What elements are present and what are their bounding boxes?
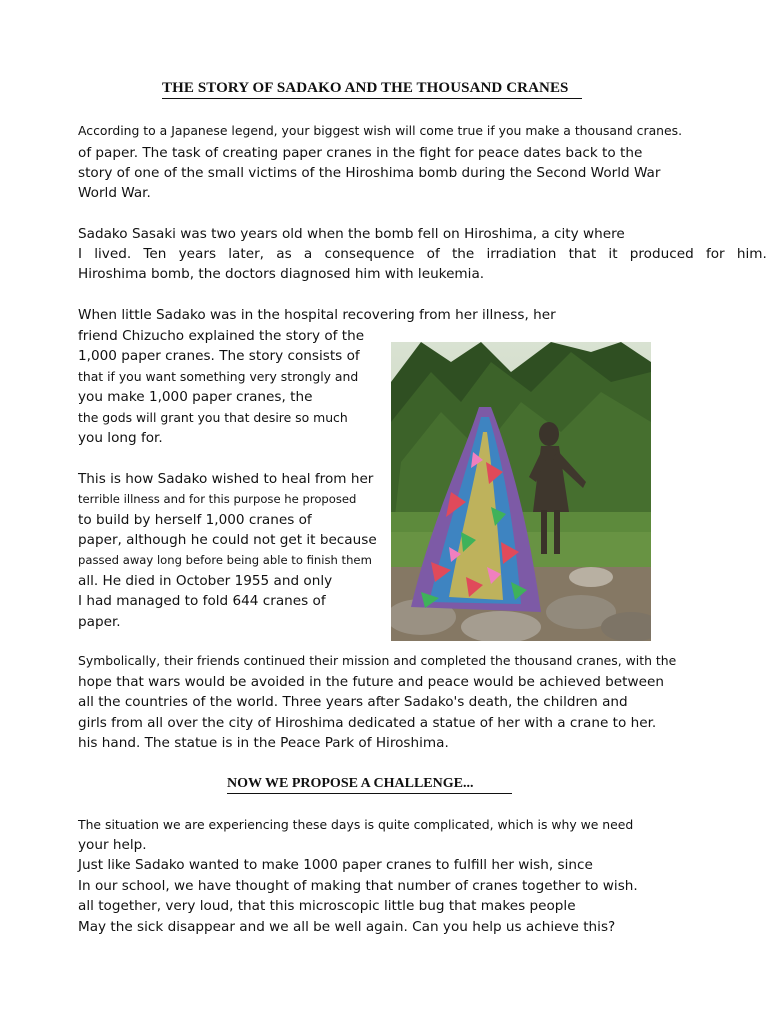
- para6-line-6: May the sick disappear and we all be well again. Can you help us achieve this?: [78, 919, 616, 935]
- para2-line-2: [78, 244, 767, 264]
- para3-line-7: you long for.: [78, 430, 163, 446]
- intro-line-2: of paper. The task of creating paper cranes in the fight for peace dates back to the: [78, 145, 643, 161]
- para6-line-5: all together, very loud, that this microscopic little bug that makes people: [78, 898, 576, 914]
- justified-word: of: [426, 246, 440, 262]
- statue-illustration: [391, 342, 651, 641]
- justified-word: consequence: [324, 246, 415, 262]
- para5-line-5: his hand. The statue is in the Peace Park of Hiroshima.: [78, 735, 449, 751]
- para2-line-3: Hiroshima bomb, the doctors diagnosed him with leukemia.: [78, 266, 485, 282]
- sadako-statue-photo: [391, 342, 651, 641]
- justified-word: I: [78, 246, 83, 262]
- justified-word: a: [303, 246, 313, 262]
- para3-line-3: 1,000 paper cranes. The story consists of: [78, 348, 360, 364]
- intro-line-3: story of one of the small victims of the Hiroshima bomb during the Second World War: [78, 165, 661, 181]
- para4-line-6: all. He died in October 1955 and only: [78, 573, 333, 589]
- para5-line-3: all the countries of the world. Three years after Sadako's death, the children and: [78, 694, 628, 710]
- justified-word: that: [568, 246, 597, 262]
- para3-line-4: that if you want something very strongly and: [78, 369, 359, 384]
- para4-line-2: terrible illness and for this purpose he proposed: [78, 492, 357, 506]
- para2-line-1: Sadako Sasaki was two years old when the bomb fell on Hiroshima, a city where: [78, 226, 625, 242]
- justified-word: irradiation: [486, 246, 557, 262]
- para5-line-2: hope that wars would be avoided in the future and peace would be achieved between: [78, 674, 664, 690]
- para3-line-5: you make 1,000 paper cranes, the: [78, 389, 313, 405]
- justified-word: as: [276, 246, 292, 262]
- para3-line-1: When little Sadako was in the hospital recovering from her illness, her: [78, 307, 556, 323]
- para3-line-2: friend Chizucho explained the story of the: [78, 328, 365, 344]
- para4-line-1: This is how Sadako wished to heal from her: [78, 471, 374, 487]
- para4-line-5: passed away long before being able to finish them: [78, 553, 372, 567]
- para4-line-7: I had managed to fold 644 cranes of: [78, 593, 326, 609]
- para6-line-3: Just like Sadako wanted to make 1000 paper cranes to fulfill her wish, since: [78, 857, 593, 873]
- para4-line-4: paper, although he could not get it because: [78, 532, 377, 548]
- intro-line-1: According to a Japanese legend, your biggest wish will come true if you make a thousand cranes.: [78, 123, 683, 138]
- para6-line-2: your help.: [78, 837, 147, 853]
- para6-line-4: In our school, we have thought of making that number of cranes together to wish.: [78, 878, 638, 894]
- para5-line-4: girls from all over the city of Hiroshima dedicated a statue of her with a crane to her.: [78, 715, 657, 731]
- justified-word: Ten: [143, 246, 167, 262]
- justified-word: it: [608, 246, 618, 262]
- page-title: THE STORY OF SADAKO AND THE THOUSAND CRANES: [162, 80, 582, 99]
- para3-line-6: the gods will grant you that desire so much: [78, 410, 348, 425]
- para4-line-3: to build by herself 1,000 cranes of: [78, 512, 312, 528]
- intro-line-4: World War.: [78, 185, 151, 201]
- challenge-heading: NOW WE PROPOSE A CHALLENGE...: [227, 776, 512, 794]
- justified-word: produced: [629, 246, 694, 262]
- para4-line-8: paper.: [78, 614, 121, 630]
- justified-word: for: [705, 246, 725, 262]
- para6-line-1: The situation we are experiencing these days is quite complicated, which is why we need: [78, 817, 634, 832]
- justified-word: later,: [228, 246, 264, 262]
- justified-word: the: [451, 246, 475, 262]
- justified-word: years: [178, 246, 217, 262]
- justified-word: him.: [736, 246, 767, 262]
- para5-line-1: Symbolically, their friends continued their mission and completed the thousand cranes, with the: [78, 653, 677, 668]
- justified-word: lived.: [94, 246, 132, 262]
